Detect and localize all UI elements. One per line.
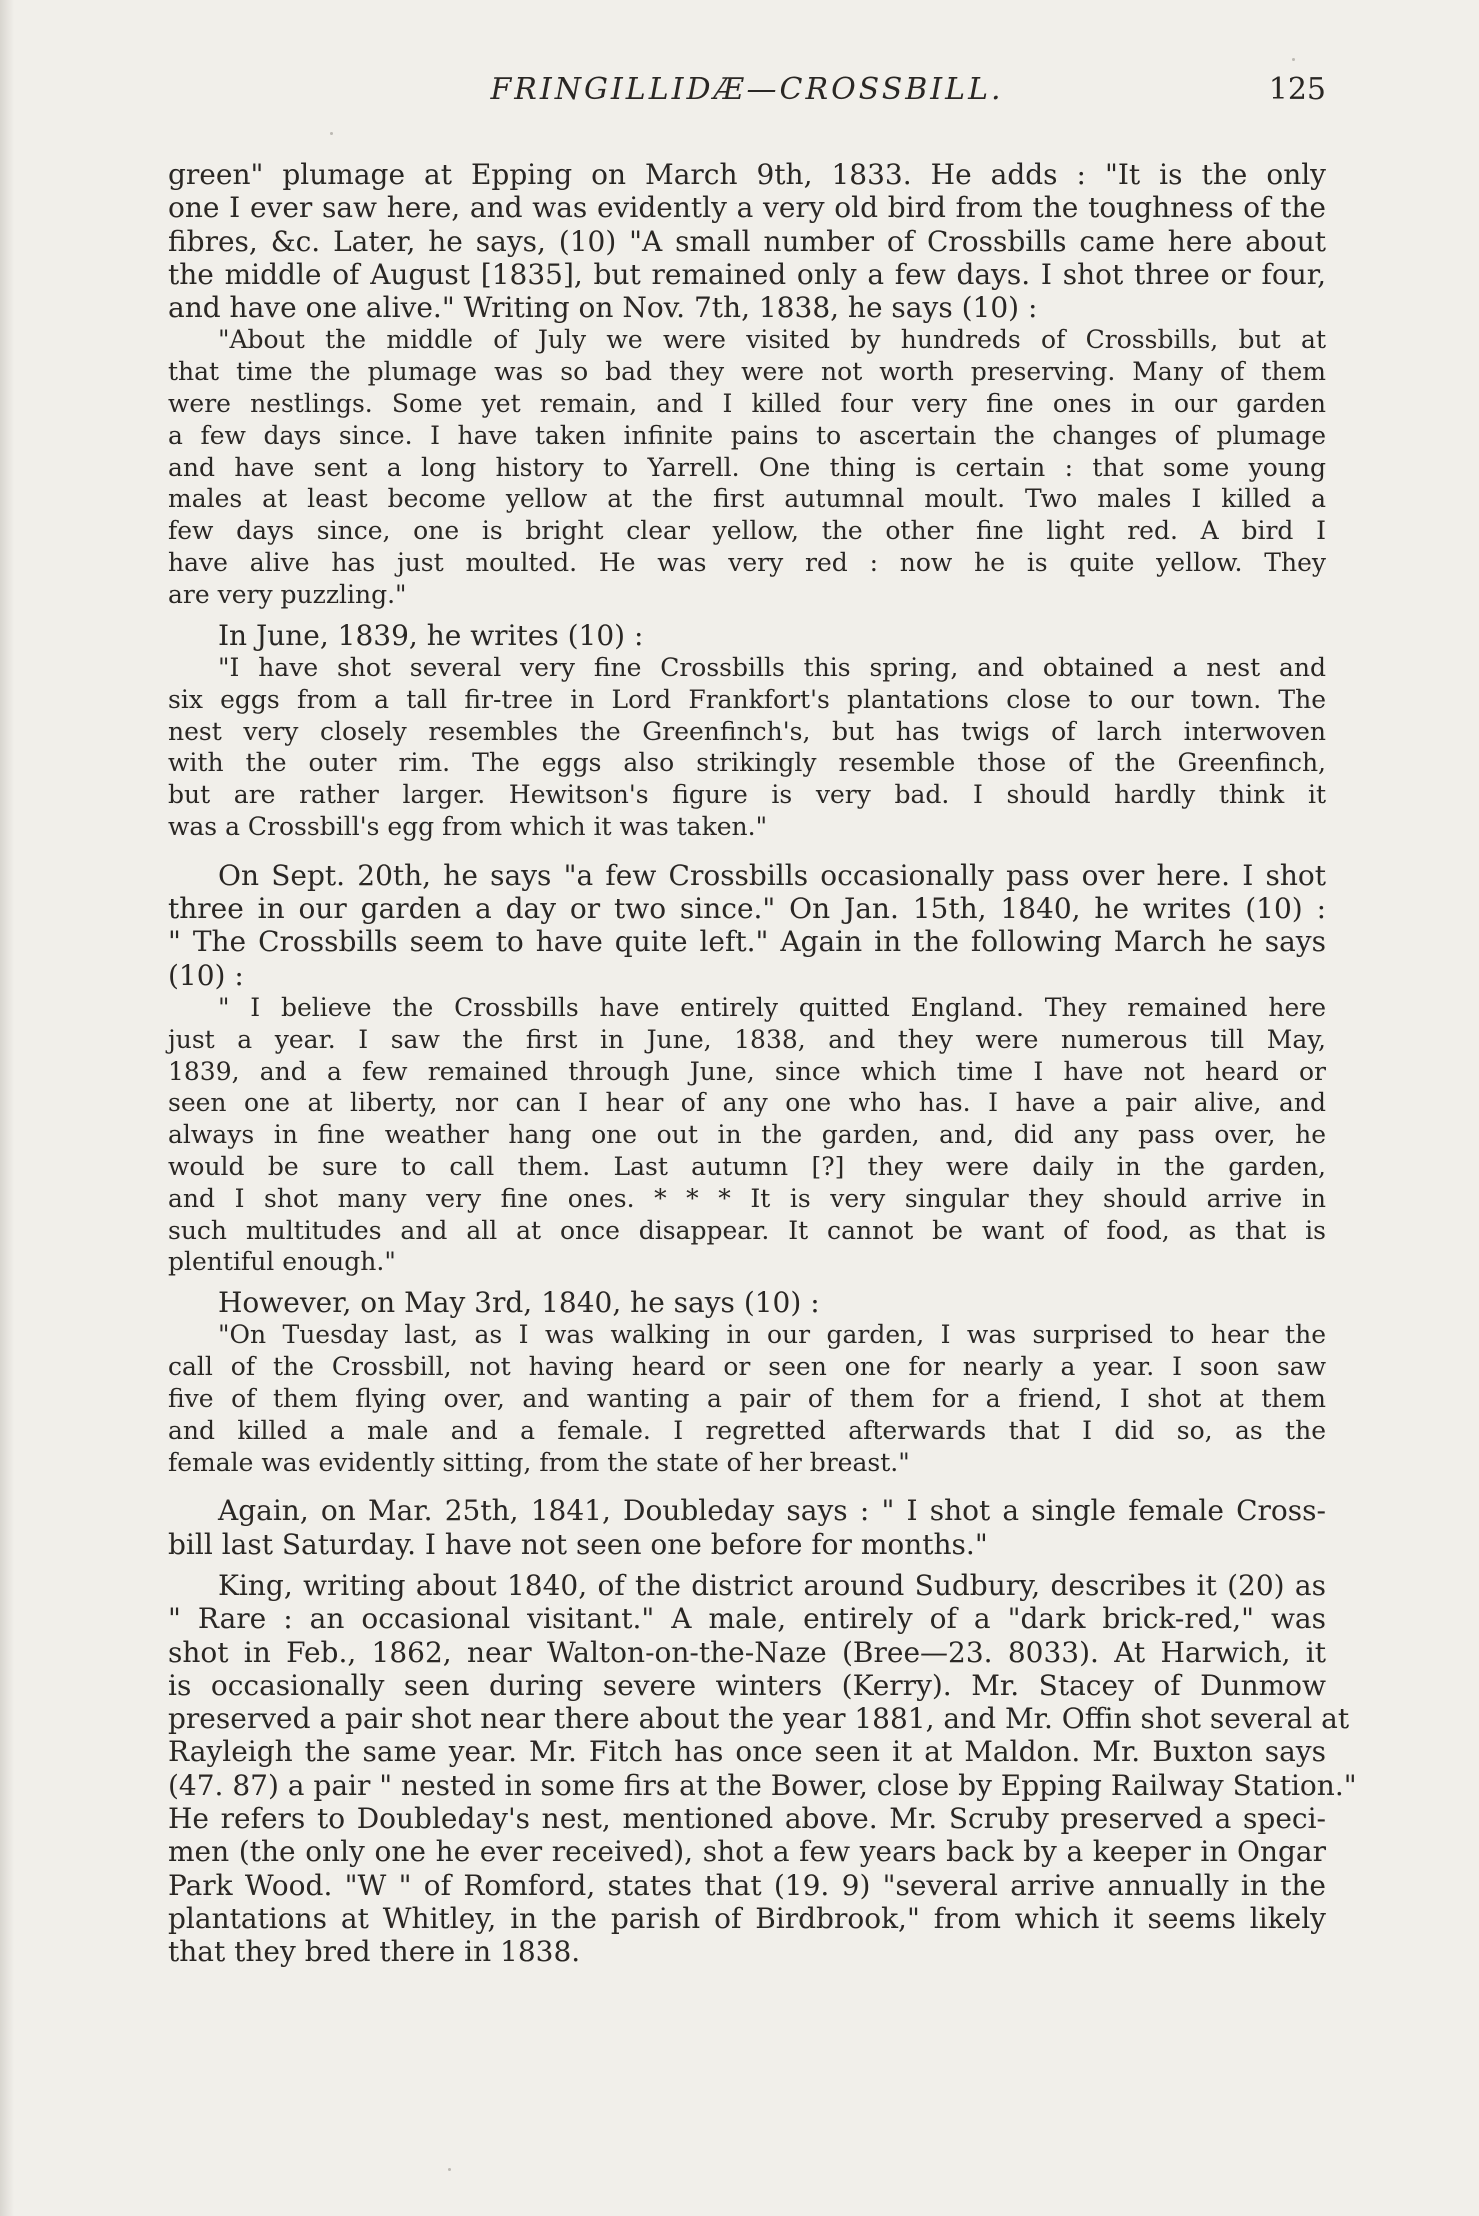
text-line: a few days since. I have taken infinite pains to ascertain the changes of plumage xyxy=(168,420,1326,450)
body-text xyxy=(168,158,1357,1969)
text-line: that time the plumage was so bad they were not worth preserving. Many of them xyxy=(168,357,1326,387)
text-line: female was evidently sitting, from the state of her breast." xyxy=(168,1447,910,1477)
text-line: fibres, &c. Later, he says, (10) "A small number of Crossbills came here about xyxy=(168,224,1326,258)
text-line: were nestlings. Some yet remain, and I killed four very fine ones in our garden xyxy=(168,389,1326,419)
text-line: would be sure to call them. Last autumn [?] they were daily in the garden, xyxy=(168,1151,1326,1181)
paper-speck xyxy=(448,2168,451,2171)
text-line: Again, on Mar. 25th, 1841, Doubleday says : " I shot a single female Cross- xyxy=(218,1494,1326,1528)
text-line: King, writing about 1840, of the district around Sudbury, describes it (20) as xyxy=(218,1568,1326,1602)
block-quote xyxy=(168,1319,1326,1478)
paper-speck xyxy=(330,132,333,135)
paragraph xyxy=(168,1494,1326,1561)
page-edge-shadow xyxy=(0,0,14,2216)
text-line: " I believe the Crossbills have entirely quitted England. They remained here xyxy=(218,992,1326,1022)
text-line: 1839, and a few remained through June, since which time I have not heard or xyxy=(168,1056,1326,1086)
text-line: " Rare : an occasional visitant." A male, entirely of a "dark brick-red," was xyxy=(168,1602,1326,1636)
block-quote xyxy=(168,992,1326,1278)
page-header xyxy=(168,72,1326,120)
text-line: three in our garden a day or two since." On Jan. 15th, 1840, he writes (10) : xyxy=(168,892,1326,926)
paragraph xyxy=(168,1286,1326,1319)
paragraph xyxy=(168,1568,1357,1969)
text-line: On Sept. 20th, he says "a few Crossbills occasionally pass over here. I shot xyxy=(218,858,1326,892)
text-line: call of the Crossbill, not having heard or seen one for nearly a year. I soon saw xyxy=(168,1352,1326,1382)
text-line: shot in Feb., 1862, near Walton-on-the-Naze (Bree—23. 8033). At Harwich, it xyxy=(168,1635,1326,1669)
block-quote xyxy=(168,324,1326,610)
text-line: Park Wood. "W " of Romford, states that (19. 9) "several arrive annually in the xyxy=(168,1868,1326,1902)
text-line: (47. 87) a pair " nested in some firs at the Bower, close by Epping Railway Station." xyxy=(168,1768,1357,1802)
paragraph xyxy=(168,158,1326,324)
text-line: plentiful enough." xyxy=(168,1247,396,1277)
block-quote xyxy=(168,652,1326,843)
text-line: but are rather larger. Hewitson's figure is very bad. I should hardly think it xyxy=(168,780,1326,810)
text-line: one I ever saw here, and was evidently a very old bird from the toughness of the xyxy=(168,191,1326,225)
text-line: seen one at liberty, nor can I hear of any one who has. I have a pair alive, and xyxy=(168,1088,1326,1118)
text-line: males at least become yellow at the first autumnal moult. Two males I killed a xyxy=(168,484,1326,514)
text-line: He refers to Doubleday's nest, mentioned above. Mr. Scruby preserved a speci- xyxy=(168,1802,1326,1836)
paragraph xyxy=(168,859,1326,992)
text-line: and killed a male and a female. I regretted afterwards that I did so, as the xyxy=(168,1415,1326,1445)
page-number: 125 xyxy=(1268,72,1326,107)
text-line: and have sent a long history to Yarrell. One thing is certain : that some young xyxy=(168,452,1326,482)
text-line: and have one alive." Writing on Nov. 7th, 1838, he says (10) : xyxy=(168,291,1038,325)
text-line: Rayleigh the same year. Mr. Fitch has once seen it at Maldon. Mr. Buxton says xyxy=(168,1735,1326,1769)
text-line: preserved a pair shot near there about the year 1881, and Mr. Offin shot several at xyxy=(168,1702,1350,1736)
text-line: green" plumage at Epping on March 9th, 1833. He adds : "It is the only xyxy=(168,158,1326,191)
text-line: men (the only one he ever received), shot a few years back by a keeper in Ongar xyxy=(168,1835,1326,1869)
text-line: are very puzzling." xyxy=(168,579,407,609)
text-line: In June, 1839, he writes (10) : xyxy=(218,618,644,652)
text-line: was a Crossbill's egg from which it was taken." xyxy=(168,811,768,841)
text-line: However, on May 3rd, 1840, he says (10) : xyxy=(218,1286,820,1320)
text-line: five of them flying over, and wanting a pair of them for a friend, I shot at them xyxy=(168,1383,1326,1413)
text-line: is occasionally seen during severe winters (Kerry). Mr. Stacey of Dunmow xyxy=(168,1668,1326,1702)
text-line: bill last Saturday. I have not seen one before for months." xyxy=(168,1527,988,1561)
paragraph xyxy=(168,619,1326,652)
text-line: with the outer rim. The eggs also strikingly resemble those of the Greenfinch, xyxy=(168,748,1326,778)
text-line: and I shot many very fine ones. * * * It is very singular they should arrive in xyxy=(168,1183,1326,1213)
running-title: FRINGILLIDÆ—CROSSBILL. xyxy=(490,72,1004,107)
text-line: "On Tuesday last, as I was walking in our garden, I was surprised to hear the xyxy=(218,1320,1326,1350)
text-line: always in fine weather hang one out in the garden, and, did any pass over, he xyxy=(168,1120,1326,1150)
text-line: " The Crossbills seem to have quite left." Again in the following March he says xyxy=(168,925,1326,959)
text-line: such multitudes and all at once disappear. It cannot be want of food, as that is xyxy=(168,1215,1326,1245)
text-line: that they bred there in 1838. xyxy=(168,1935,581,1969)
text-line: just a year. I saw the first in June, 1838, and they were numerous till May, xyxy=(168,1024,1326,1054)
text-line: six eggs from a tall fir-tree in Lord Frankfort's plantations close to our town. The xyxy=(168,684,1326,714)
text-line: (10) : xyxy=(168,958,244,992)
text-line: the middle of August [1835], but remained only a few days. I shot three or four, xyxy=(168,257,1326,291)
text-line: "I have shot several very fine Crossbills this spring, and obtained a nest and xyxy=(218,652,1326,682)
text-line: have alive has just moulted. He was very red : now he is quite yellow. They xyxy=(168,548,1326,578)
text-line: few days since, one is bright clear yellow, the other fine light red. A bird I xyxy=(168,516,1326,546)
text-line: nest very closely resembles the Greenfinch's, but has twigs of larch interwoven xyxy=(168,716,1326,746)
text-line: "About the middle of July we were visited by hundreds of Crossbills, but at xyxy=(218,325,1326,355)
text-line: plantations at Whitley, in the parish of Birdbrook," from which it seems likely xyxy=(168,1901,1326,1935)
paper-speck xyxy=(1292,58,1295,61)
